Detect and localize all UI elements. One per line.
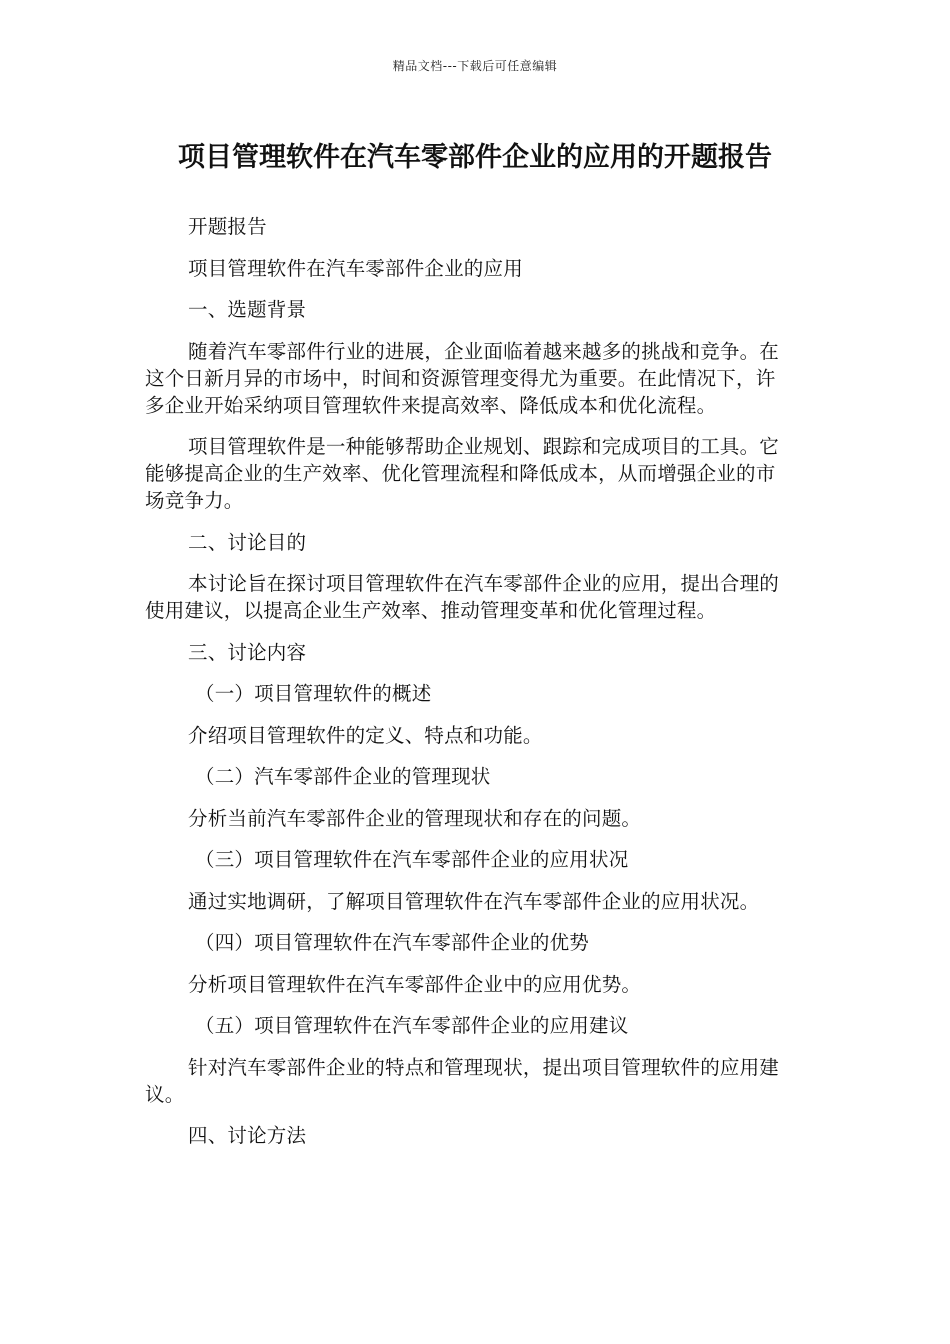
paragraph-content-5: 针对汽车零部件企业的特点和管理现状，提出项目管理软件的应用建议。	[145, 1055, 780, 1106]
subheading-3: （三）项目管理软件在汽车零部件企业的应用状况	[195, 848, 629, 871]
paragraph-content-3: 通过实地调研，了解项目管理软件在汽车零部件企业的应用状况。	[188, 889, 760, 913]
document-title: 项目管理软件在汽车零部件企业的应用的开题报告	[178, 142, 772, 173]
header-note: 精品文档---下载后可任意编辑	[392, 59, 558, 73]
subheading-2: （二）汽车零部件企业的管理现状	[195, 765, 491, 788]
section-heading-purpose: 二、讨论目的	[188, 530, 307, 554]
paragraph-content-1: 介绍项目管理软件的定义、特点和功能。	[188, 723, 543, 747]
section-heading-method: 四、讨论方法	[188, 1124, 307, 1147]
section-heading-content: 三、讨论内容	[188, 640, 307, 664]
paragraph-content-4: 分析项目管理软件在汽车零部件企业中的应用优势。	[188, 972, 642, 996]
paragraph-content-2: 分析当前汽车零部件企业的管理现状和存在的问题。	[188, 806, 642, 830]
subheading-4: （四）项目管理软件在汽车零部件企业的优势	[195, 931, 590, 954]
section-heading-background: 一、选题背景	[188, 298, 307, 321]
subheading-1: （一）项目管理软件的概述	[195, 682, 432, 705]
paragraph-background-2: 项目管理软件是一种能够帮助企业规划、跟踪和完成项目的工具。它能够提高企业的生产效率、优化管理流程和降低成本，从而增强企业的市场竞争力。	[145, 435, 780, 512]
paragraph-topic: 项目管理软件在汽车零部件企业的应用	[188, 256, 523, 280]
document-body	[145, 213, 795, 1164]
paragraph-report-label: 开题报告	[188, 215, 267, 238]
paragraph-purpose: 本讨论旨在探讨项目管理软件在汽车零部件企业的应用，提出合理的使用建议，以提高企业生产效率、推动管理变革和优化管理过程。	[145, 572, 780, 622]
paragraph-background-1: 随着汽车零部件行业的进展，企业面临着越来越多的挑战和竞争。在这个日新月异的市场中，时间和资源管理变得尤为重要。在此情况下，许多企业开始采纳项目管理软件来提高效率、降低成本和优化流程。	[145, 339, 780, 417]
subheading-5: （五）项目管理软件在汽车零部件企业的应用建议	[195, 1014, 629, 1037]
